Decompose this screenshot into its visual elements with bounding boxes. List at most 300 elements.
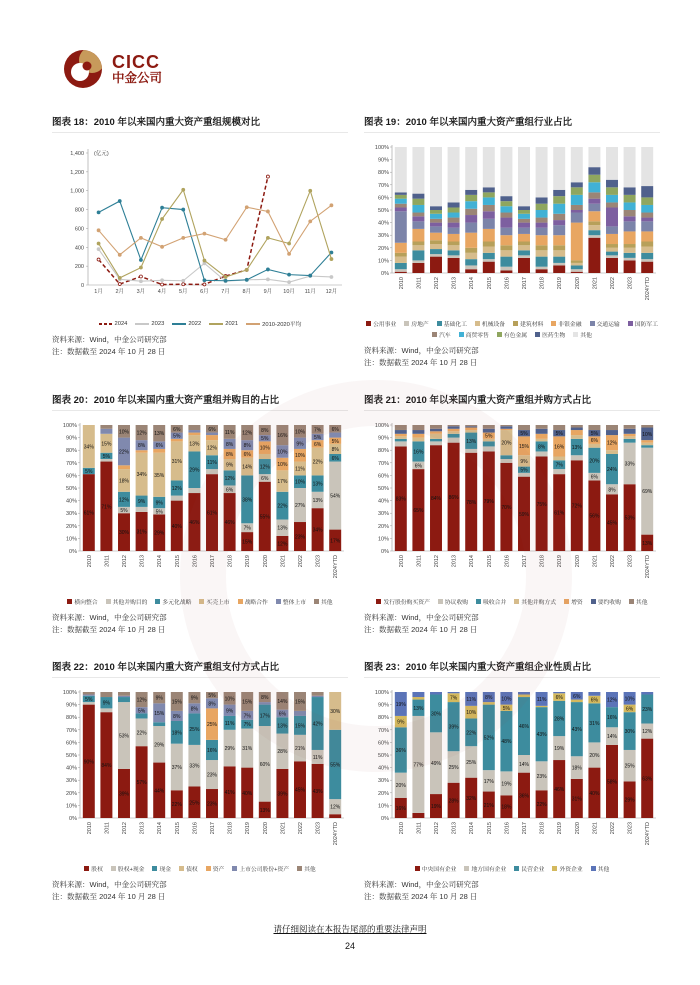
- svg-text:53%: 53%: [118, 733, 130, 740]
- svg-text:20%: 20%: [395, 783, 406, 790]
- svg-text:8%: 8%: [173, 713, 181, 720]
- legend-item: [206, 864, 225, 873]
- svg-text:12%: 12%: [606, 697, 618, 704]
- svg-text:70%: 70%: [377, 460, 389, 467]
- svg-text:9%: 9%: [190, 695, 199, 702]
- svg-text:14%: 14%: [606, 734, 618, 741]
- svg-text:60%: 60%: [377, 473, 389, 480]
- svg-text:14%: 14%: [277, 698, 288, 705]
- svg-text:15%: 15%: [294, 699, 306, 706]
- svg-text:12%: 12%: [118, 497, 130, 504]
- svg-text:13%: 13%: [277, 723, 288, 730]
- figure-19-source: 资料来源：Wind，中金公司研究部: [364, 346, 479, 355]
- svg-text:100%: 100%: [374, 423, 389, 429]
- legend-swatch-icon: [99, 323, 113, 325]
- svg-text:72%: 72%: [571, 503, 582, 510]
- brand-name-en: CICC: [112, 51, 160, 72]
- figure-21: [364, 392, 660, 635]
- svg-text:6%: 6%: [278, 711, 287, 718]
- legend-swatch-icon: [67, 599, 72, 604]
- svg-text:23%: 23%: [206, 801, 218, 808]
- svg-text:10%: 10%: [294, 429, 306, 436]
- svg-text:2010: 2010: [398, 555, 405, 568]
- svg-text:22%: 22%: [466, 730, 477, 737]
- svg-text:28%: 28%: [554, 716, 565, 723]
- brand-name-cn: 中金公司: [112, 70, 163, 85]
- svg-text:70%: 70%: [377, 727, 389, 734]
- svg-text:80%: 80%: [377, 715, 389, 722]
- svg-text:32%: 32%: [466, 795, 477, 802]
- legend-item: [366, 319, 396, 328]
- svg-text:25%: 25%: [624, 763, 635, 770]
- svg-text:2017: 2017: [522, 277, 528, 290]
- legend-label: 公用事业: [373, 322, 397, 328]
- svg-text:20%: 20%: [377, 245, 389, 252]
- svg-text:100%: 100%: [62, 690, 77, 696]
- svg-text:84%: 84%: [430, 496, 442, 503]
- legend-label: 汽车: [439, 333, 451, 339]
- svg-text:12%: 12%: [606, 440, 618, 447]
- legend-item: [464, 864, 506, 873]
- legend-swatch-icon: [573, 332, 578, 337]
- svg-text:400: 400: [74, 245, 84, 252]
- svg-text:2023: 2023: [627, 277, 634, 290]
- svg-text:2016: 2016: [504, 822, 511, 835]
- svg-text:11%: 11%: [312, 754, 323, 761]
- svg-text:10%: 10%: [466, 710, 477, 717]
- svg-text:2011: 2011: [416, 822, 423, 834]
- legend-label: 其他并购目的: [112, 600, 148, 606]
- svg-text:8%: 8%: [485, 695, 493, 702]
- legend-swatch-icon: [84, 866, 89, 871]
- svg-text:79%: 79%: [483, 499, 494, 506]
- svg-text:10%: 10%: [377, 536, 389, 543]
- legend-label: 2023: [151, 320, 165, 327]
- svg-text:28%: 28%: [277, 749, 288, 756]
- svg-text:100%: 100%: [374, 690, 389, 696]
- svg-text:8%: 8%: [225, 441, 234, 448]
- svg-text:2021: 2021: [280, 555, 287, 568]
- svg-text:8%: 8%: [608, 487, 616, 494]
- svg-text:16%: 16%: [206, 747, 218, 754]
- svg-text:43%: 43%: [312, 788, 323, 795]
- legend-item: [552, 864, 582, 873]
- svg-text:1,000: 1,000: [70, 188, 84, 195]
- svg-text:7%: 7%: [449, 695, 458, 702]
- svg-text:13%: 13%: [189, 441, 200, 448]
- svg-text:36%: 36%: [395, 747, 406, 754]
- svg-text:16%: 16%: [413, 449, 424, 456]
- legend-label: 房地产: [411, 322, 429, 328]
- svg-text:50%: 50%: [377, 208, 389, 214]
- svg-text:23%: 23%: [536, 773, 547, 780]
- svg-text:2021: 2021: [592, 277, 599, 290]
- svg-text:2015: 2015: [174, 822, 181, 835]
- svg-text:2020: 2020: [574, 277, 581, 290]
- svg-text:90%: 90%: [377, 157, 389, 164]
- svg-text:8%: 8%: [537, 444, 546, 451]
- svg-text:22%: 22%: [312, 459, 323, 466]
- legend-item: [591, 864, 610, 873]
- svg-text:2014: 2014: [469, 555, 476, 568]
- svg-text:9%: 9%: [296, 441, 304, 448]
- legend-swatch-icon: [179, 866, 184, 871]
- svg-text:20%: 20%: [589, 753, 600, 759]
- legend-swatch-icon: [459, 332, 464, 337]
- svg-text:19%: 19%: [430, 804, 442, 811]
- svg-text:2024YTD: 2024YTD: [645, 277, 652, 301]
- legend-item: [172, 319, 201, 328]
- svg-text:8%: 8%: [261, 695, 269, 702]
- svg-text:2017: 2017: [210, 555, 216, 568]
- svg-text:9%: 9%: [102, 700, 111, 707]
- svg-text:9%: 9%: [225, 708, 234, 715]
- svg-text:11%: 11%: [224, 429, 235, 436]
- svg-text:6%: 6%: [625, 706, 634, 713]
- svg-text:20%: 20%: [377, 523, 389, 530]
- svg-text:31%: 31%: [171, 458, 182, 465]
- figure-22: [52, 659, 348, 902]
- svg-text:13%: 13%: [259, 807, 270, 814]
- svg-text:63%: 63%: [642, 776, 653, 783]
- figure-19-stacked-bar-chart: [364, 139, 660, 317]
- svg-text:23%: 23%: [642, 707, 653, 714]
- svg-text:6月: 6月: [200, 289, 209, 295]
- svg-text:23%: 23%: [206, 772, 218, 779]
- svg-text:5%: 5%: [590, 431, 599, 438]
- svg-text:13%: 13%: [466, 438, 477, 445]
- svg-text:2019: 2019: [557, 555, 564, 568]
- svg-text:2019: 2019: [557, 822, 564, 835]
- legend-swatch-icon: [514, 599, 519, 604]
- svg-text:25%: 25%: [448, 764, 459, 771]
- svg-text:40%: 40%: [377, 498, 389, 505]
- svg-text:2011: 2011: [416, 277, 423, 289]
- svg-text:78%: 78%: [466, 499, 477, 506]
- svg-text:49%: 49%: [430, 761, 442, 768]
- svg-text:27%: 27%: [294, 503, 306, 510]
- svg-text:31%: 31%: [242, 746, 253, 753]
- legend-swatch-icon: [155, 599, 160, 604]
- figure-23-legend: [364, 864, 660, 873]
- legend-label: 2010-2020平均: [262, 322, 302, 328]
- legend-item: [209, 319, 238, 328]
- svg-text:12%: 12%: [136, 430, 147, 437]
- svg-text:10%: 10%: [277, 449, 288, 456]
- legend-item: [135, 319, 164, 328]
- svg-text:70%: 70%: [65, 727, 77, 734]
- svg-text:34%: 34%: [312, 527, 323, 534]
- svg-text:12%: 12%: [136, 697, 147, 704]
- figure-19: [364, 114, 660, 368]
- svg-text:17%: 17%: [277, 479, 288, 486]
- legend-item: [376, 597, 429, 606]
- legend-item: [232, 864, 289, 873]
- figure-22-note: 注：数据截至 2024 年 10 月 28 日: [52, 892, 166, 901]
- svg-text:40%: 40%: [377, 220, 389, 227]
- svg-text:5%: 5%: [155, 509, 163, 516]
- svg-text:70%: 70%: [65, 460, 77, 467]
- legend-label: 民营企业: [521, 867, 545, 873]
- figure-23: [364, 659, 660, 902]
- svg-text:19%: 19%: [554, 746, 565, 753]
- svg-text:10%: 10%: [642, 431, 653, 438]
- svg-text:20%: 20%: [377, 790, 389, 797]
- svg-text:600: 600: [74, 226, 84, 233]
- figure-23-note: 注：数据截至 2024 年 10 月 28 日: [364, 892, 478, 901]
- figure-20-title: 图表 20：2010 年以来国内重大资产重组并购目的占比: [52, 392, 348, 411]
- svg-text:8%: 8%: [225, 451, 234, 458]
- svg-text:100%: 100%: [374, 145, 389, 151]
- figure-19-note: 注：数据截至 2024 年 10 月 28 日: [364, 358, 478, 367]
- svg-text:6%: 6%: [313, 441, 322, 448]
- svg-text:25%: 25%: [189, 727, 200, 734]
- svg-text:8%: 8%: [137, 443, 146, 450]
- svg-text:2019: 2019: [557, 277, 564, 290]
- svg-text:84%: 84%: [101, 763, 112, 770]
- svg-text:80%: 80%: [65, 715, 77, 722]
- figure-19-legend: [364, 319, 660, 339]
- svg-text:12月: 12月: [325, 289, 338, 295]
- svg-text:80%: 80%: [377, 170, 389, 177]
- svg-text:41%: 41%: [224, 790, 235, 797]
- legend-item: [155, 597, 191, 606]
- legend-label: 地方国有企业: [471, 867, 507, 873]
- svg-text:11%: 11%: [224, 720, 235, 727]
- figure-20-source: 资料来源：Wind，中金公司研究部: [52, 613, 167, 622]
- legend-swatch-icon: [552, 866, 557, 871]
- legend-label: 股权: [91, 867, 103, 873]
- svg-text:23%: 23%: [294, 534, 306, 541]
- svg-text:5%: 5%: [120, 508, 128, 515]
- figure-22-title: 图表 22：2010 年以来国内重大资产重组支付方式占比: [52, 659, 348, 678]
- svg-text:19%: 19%: [501, 781, 512, 788]
- svg-text:10%: 10%: [377, 803, 389, 810]
- svg-text:3月: 3月: [136, 289, 146, 295]
- svg-text:2015: 2015: [486, 277, 493, 290]
- svg-text:2018: 2018: [227, 822, 234, 835]
- legend-swatch-icon: [514, 866, 519, 871]
- figure-23-source: 资料来源：Wind，中金公司研究部: [364, 880, 479, 889]
- svg-text:15%: 15%: [294, 723, 306, 730]
- svg-text:2015: 2015: [486, 555, 493, 568]
- svg-text:46%: 46%: [518, 724, 530, 731]
- svg-text:60%: 60%: [377, 195, 389, 202]
- svg-text:18%: 18%: [571, 765, 582, 772]
- legend-swatch-icon: [238, 599, 243, 604]
- svg-text:19%: 19%: [395, 701, 406, 708]
- legal-disclaimer: 请仔细阅读在本报告尾部的重要法律声明: [273, 924, 427, 934]
- legend-label: 基础化工: [443, 322, 467, 328]
- svg-text:25%: 25%: [189, 800, 200, 807]
- legend-swatch-icon: [551, 321, 556, 326]
- figure-21-title: 图表 21：2010 年以来国内重大资产重组并购方式占比: [364, 392, 660, 411]
- svg-text:12%: 12%: [171, 486, 182, 492]
- svg-text:10%: 10%: [65, 803, 77, 810]
- svg-text:15%: 15%: [101, 441, 112, 448]
- legend-item: [99, 319, 128, 328]
- figure-22-source: 资料来源：Wind，中金公司研究部: [52, 880, 167, 889]
- svg-text:2023: 2023: [627, 555, 634, 568]
- svg-text:15%: 15%: [242, 699, 253, 706]
- svg-text:30%: 30%: [624, 729, 635, 736]
- svg-text:1,200: 1,200: [70, 169, 84, 176]
- svg-text:2019: 2019: [245, 822, 252, 835]
- svg-text:5%: 5%: [520, 431, 528, 438]
- svg-text:45%: 45%: [294, 787, 306, 794]
- svg-text:77%: 77%: [413, 762, 424, 769]
- svg-text:48%: 48%: [501, 739, 512, 746]
- svg-text:70%: 70%: [501, 504, 512, 511]
- svg-text:28%: 28%: [448, 798, 459, 805]
- svg-text:10%: 10%: [624, 696, 635, 703]
- legend-item: [475, 319, 505, 328]
- svg-text:10%: 10%: [259, 445, 270, 452]
- svg-text:6%: 6%: [331, 426, 339, 433]
- legend-item: [432, 330, 451, 339]
- svg-text:2023: 2023: [315, 822, 322, 835]
- svg-text:4月: 4月: [157, 289, 167, 295]
- svg-text:0%: 0%: [381, 549, 389, 555]
- svg-text:5%: 5%: [261, 436, 269, 443]
- legend-swatch-icon: [437, 321, 442, 326]
- legend-label: 2021: [225, 320, 239, 327]
- svg-text:8月: 8月: [242, 289, 252, 295]
- svg-text:33%: 33%: [624, 461, 635, 468]
- svg-text:9月: 9月: [263, 289, 273, 295]
- svg-text:5%: 5%: [137, 708, 146, 715]
- legend-swatch-icon: [513, 321, 518, 326]
- svg-text:10%: 10%: [277, 462, 288, 469]
- svg-text:29%: 29%: [154, 742, 165, 749]
- svg-text:2013: 2013: [451, 555, 458, 568]
- svg-text:13%: 13%: [312, 481, 323, 488]
- legend-item: [238, 597, 268, 606]
- cicc-logo-icon: [64, 50, 102, 88]
- legend-item: [179, 864, 198, 873]
- svg-text:12%: 12%: [330, 804, 341, 811]
- legend-item: [152, 864, 171, 873]
- svg-text:46%: 46%: [189, 520, 200, 527]
- svg-text:2013: 2013: [451, 277, 458, 290]
- svg-text:6%: 6%: [243, 451, 251, 458]
- svg-text:17%: 17%: [483, 778, 494, 785]
- svg-text:18%: 18%: [171, 730, 182, 737]
- legend-swatch-icon: [475, 321, 480, 326]
- svg-text:7%: 7%: [243, 525, 251, 532]
- legend-item: [573, 330, 592, 339]
- svg-text:2019: 2019: [245, 555, 252, 568]
- svg-text:13%: 13%: [312, 497, 323, 504]
- legend-label: 上市公司股份+资产: [239, 867, 290, 873]
- svg-text:29%: 29%: [154, 530, 165, 537]
- legend-item: [476, 597, 506, 606]
- svg-text:31%: 31%: [136, 529, 147, 536]
- legend-swatch-icon: [535, 332, 540, 337]
- page-footer: [0, 923, 700, 951]
- svg-text:50%: 50%: [377, 486, 389, 492]
- legend-label: 外资企业: [559, 867, 583, 873]
- svg-text:40%: 40%: [65, 498, 77, 505]
- brand-header: [0, 0, 700, 88]
- svg-text:42%: 42%: [312, 721, 323, 728]
- legend-swatch-icon: [591, 866, 596, 871]
- brand-text: [112, 53, 162, 85]
- legend-item: [497, 330, 527, 339]
- legend-swatch-icon: [199, 599, 204, 604]
- legend-label: 其他: [321, 600, 333, 606]
- figure-20-legend: [52, 597, 348, 606]
- svg-text:2010: 2010: [86, 555, 93, 568]
- svg-text:13%: 13%: [413, 705, 424, 712]
- svg-text:38%: 38%: [242, 497, 253, 504]
- svg-text:30%: 30%: [377, 778, 389, 785]
- svg-text:34%: 34%: [83, 444, 94, 451]
- legend-item: [276, 597, 306, 606]
- svg-text:14%: 14%: [518, 761, 530, 768]
- svg-text:7%: 7%: [243, 713, 251, 720]
- svg-text:6%: 6%: [555, 695, 563, 702]
- legend-swatch-icon: [135, 323, 149, 325]
- legend-label: 横向整合: [74, 600, 98, 606]
- legend-label: 其他: [580, 333, 592, 339]
- legend-swatch-icon: [209, 323, 223, 325]
- svg-text:46%: 46%: [554, 787, 565, 794]
- svg-text:2020: 2020: [574, 555, 581, 568]
- svg-text:22%: 22%: [136, 730, 147, 737]
- svg-text:83%: 83%: [395, 496, 406, 503]
- legend-label: 增资: [571, 600, 583, 606]
- legend-item: [415, 864, 457, 873]
- svg-text:2017: 2017: [522, 822, 528, 835]
- svg-text:2011: 2011: [104, 822, 111, 834]
- svg-text:8%: 8%: [331, 446, 339, 453]
- svg-text:30%: 30%: [65, 511, 77, 518]
- svg-text:16%: 16%: [395, 805, 406, 812]
- svg-text:58%: 58%: [606, 779, 618, 786]
- legend-swatch-icon: [376, 599, 381, 604]
- svg-text:10%: 10%: [65, 536, 77, 543]
- figure-23-title: 图表 23：2010 年以来国内重大资产重组企业性质占比: [364, 659, 660, 678]
- svg-text:22%: 22%: [171, 802, 182, 809]
- svg-text:12%: 12%: [259, 464, 270, 471]
- svg-text:10%: 10%: [294, 453, 306, 460]
- svg-text:(亿元): (亿元): [94, 151, 109, 157]
- svg-text:15%: 15%: [242, 539, 253, 546]
- figure-20-stacked-bar-chart: [52, 417, 348, 595]
- svg-text:90%: 90%: [65, 702, 77, 709]
- svg-text:2022: 2022: [610, 277, 616, 290]
- svg-text:2016: 2016: [504, 277, 511, 290]
- figure-18-legend: [52, 319, 348, 328]
- figure-18: [52, 114, 348, 368]
- legend-item: [591, 597, 621, 606]
- svg-text:9%: 9%: [520, 458, 528, 465]
- svg-text:800: 800: [74, 207, 84, 214]
- svg-text:13%: 13%: [277, 525, 288, 532]
- svg-text:2017: 2017: [522, 555, 528, 568]
- svg-text:17%: 17%: [259, 713, 270, 720]
- legend-swatch-icon: [297, 866, 302, 871]
- svg-text:2015: 2015: [486, 822, 493, 835]
- legend-label: 2024: [114, 320, 128, 327]
- legend-label: 协议收购: [444, 600, 469, 606]
- svg-text:60%: 60%: [65, 740, 77, 747]
- svg-text:75%: 75%: [536, 501, 547, 508]
- svg-text:11%: 11%: [295, 466, 305, 473]
- legend-swatch-icon: [152, 866, 157, 871]
- svg-text:20%: 20%: [65, 790, 77, 797]
